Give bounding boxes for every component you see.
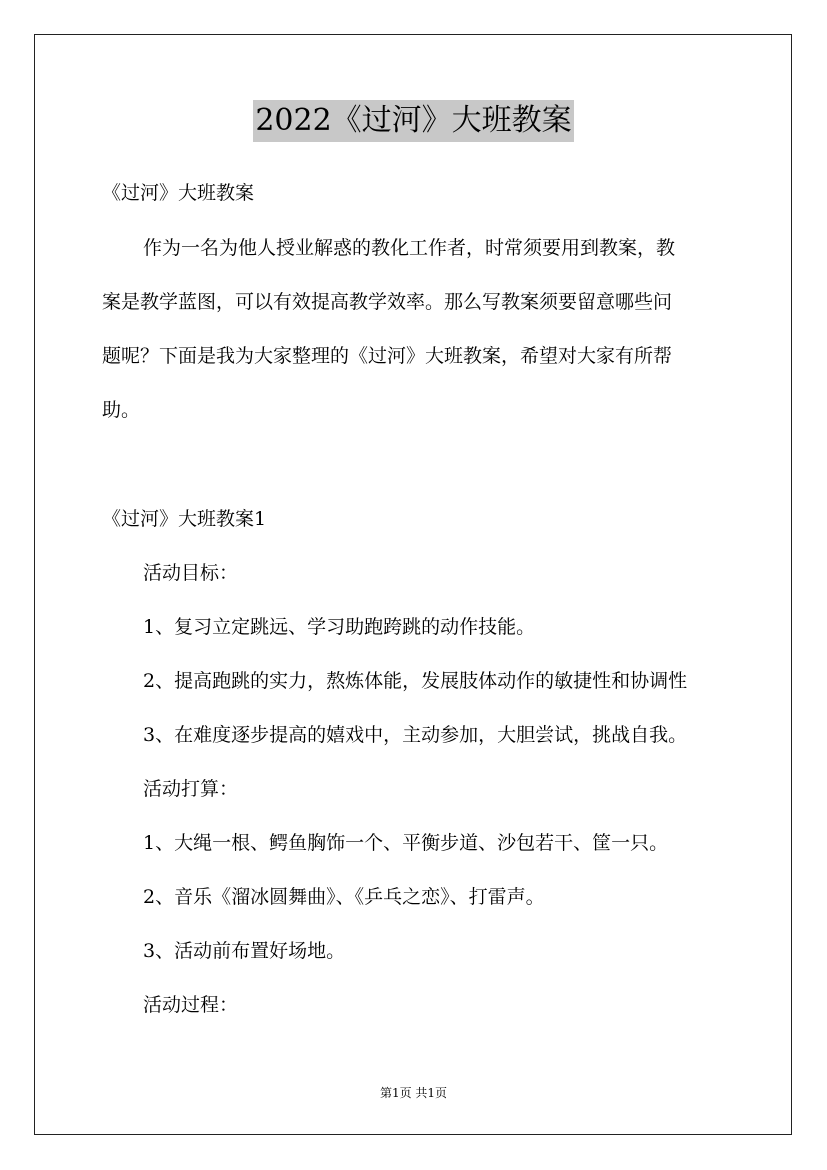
intro-line: 案是教学蓝图，可以有效提高教学效率。那么写教案须要留意哪些问 [102, 291, 673, 313]
page-footer: 第1页 共1页 [379, 1086, 448, 1100]
intro-line: 助。 [102, 399, 141, 421]
activity-process-heading: 活动过程： [143, 994, 239, 1016]
list-item: 3、在难度逐步提高的嬉戏中，主动参加，大胆尝试，挑战自我。 [143, 724, 688, 746]
activity-prep-heading: 活动打算： [143, 778, 239, 800]
activity-goal-heading: 活动目标： [143, 562, 239, 584]
title-container [0, 100, 827, 142]
list-item: 1、复习立定跳远、学习助跑跨跳的动作技能。 [143, 616, 536, 638]
document-title: 2022《过河》大班教案 [253, 100, 573, 142]
list-item: 2、音乐《溜冰圆舞曲》、《乒乓之恋》、打雷声。 [143, 886, 545, 908]
list-item: 1、大绳一根、鳄鱼胸饰一个、平衡步道、沙包若干、筐一只。 [143, 832, 669, 854]
list-item: 3、活动前布置好场地。 [143, 940, 346, 962]
list-item: 2、提高跑跳的实力，熬炼体能，发展肢体动作的敏捷性和协调性 [143, 670, 688, 692]
intro-line: 题呢？下面是我为大家整理的《过河》大班教案，希望对大家有所帮 [102, 345, 673, 367]
document-subtitle: 《过河》大班教案 [102, 182, 255, 204]
section-heading: 《过河》大班教案1 [102, 508, 267, 530]
intro-line: 作为一名为他人授业解惑的教化工作者，时常须要用到教案，教 [143, 237, 676, 259]
